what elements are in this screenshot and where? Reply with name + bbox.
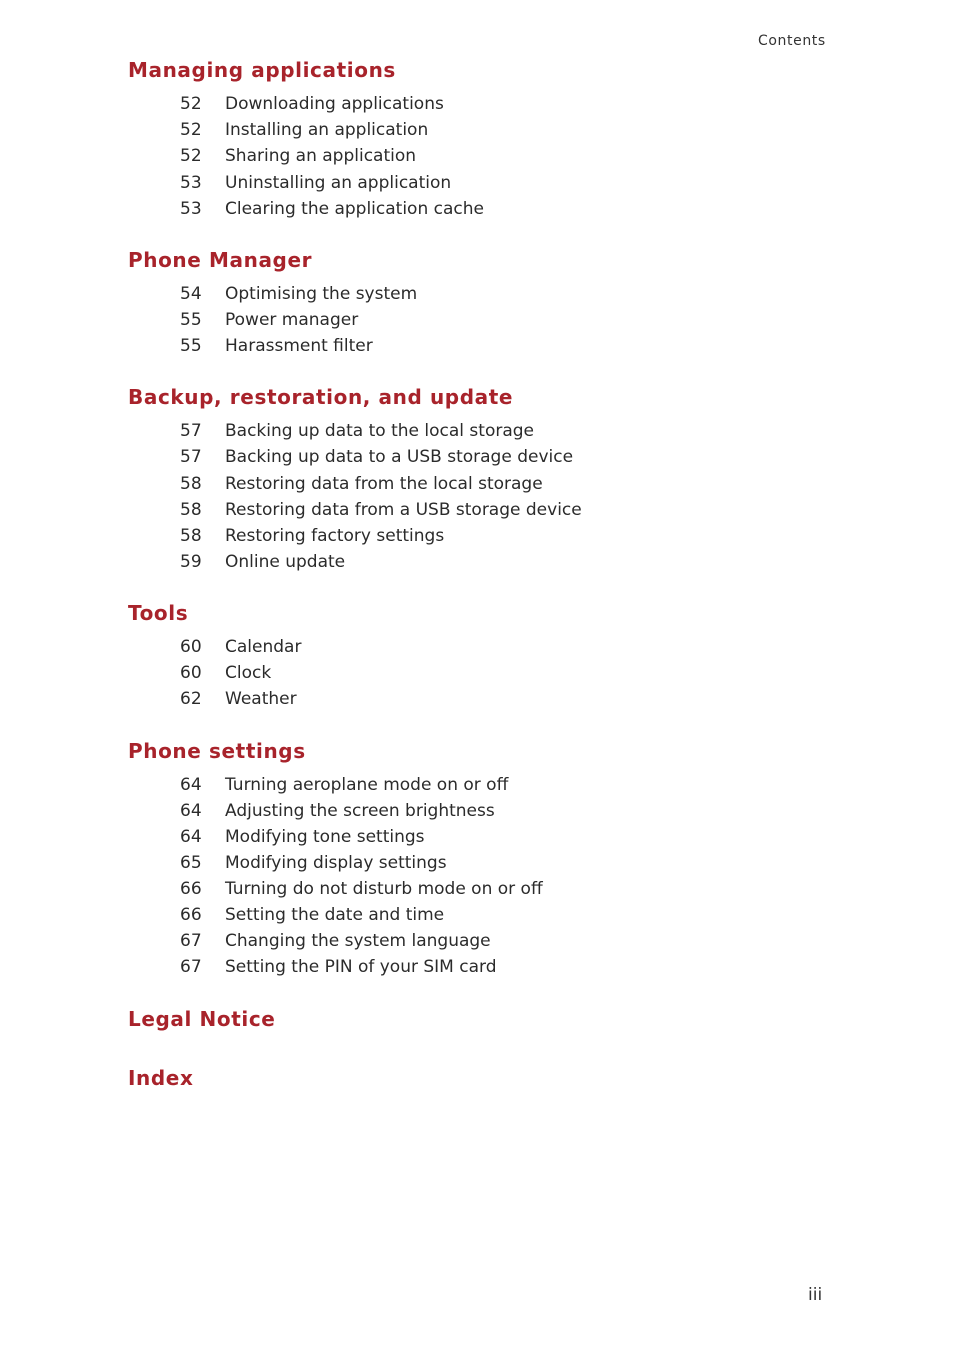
toc-entry-text: Modifying tone settings [225, 827, 425, 847]
toc-entry-page: 57 [180, 421, 202, 441]
toc-entry-text: Modifying display settings [225, 853, 447, 873]
toc-entry-page: 64 [180, 827, 202, 847]
toc-entry-text: Weather [225, 689, 297, 709]
toc-entry-page: 60 [180, 637, 202, 657]
toc-entry-page: 52 [180, 94, 202, 114]
toc-entry-page: 64 [180, 801, 202, 821]
toc-entry-page: 59 [180, 552, 202, 572]
toc-entry-text: Restoring data from a USB storage device [225, 500, 582, 520]
toc-entry-page: 58 [180, 474, 202, 494]
toc-entry-text: Restoring data from the local storage [225, 474, 543, 494]
toc-entry-text: Changing the system language [225, 931, 491, 951]
toc-entry-text: Backing up data to the local storage [225, 421, 534, 441]
toc-entry-text: Clearing the application cache [225, 199, 484, 219]
section-title-managing-applications[interactable]: Managing applications [128, 58, 396, 82]
toc-entry-page: 66 [180, 879, 202, 899]
toc-entry-text: Power manager [225, 310, 359, 330]
section-title-tools[interactable]: Tools [128, 601, 189, 625]
toc-entry-text: Adjusting the screen brightness [225, 801, 495, 821]
toc-entry-page: 53 [180, 199, 202, 219]
section-title-backup-restoration-update[interactable]: Backup, restoration, and update [128, 385, 514, 409]
toc-entry-text: Clock [225, 663, 272, 683]
toc-entry-page: 66 [180, 905, 202, 925]
toc-entry-text: Harassment filter [225, 336, 373, 356]
toc-entry-page: 52 [180, 146, 202, 166]
toc-entry-text: Backing up data to a USB storage device [225, 447, 574, 467]
page-number: iii [808, 1285, 823, 1305]
toc-entry-text: Sharing an application [225, 146, 417, 166]
toc-entry-page: 52 [180, 120, 202, 140]
section-title-phone-settings[interactable]: Phone settings [128, 739, 306, 763]
toc-entry-text: Calendar [225, 637, 302, 657]
toc-entry-page: 58 [180, 500, 202, 520]
section-title-legal-notice[interactable]: Legal Notice [128, 1007, 276, 1031]
toc-entry-text: Turning aeroplane mode on or off [225, 775, 509, 795]
toc-entry-page: 58 [180, 526, 202, 546]
running-header: Contents [758, 33, 826, 49]
toc-entry-page: 67 [180, 931, 202, 951]
toc-entry-page: 55 [180, 336, 202, 356]
section-title-index[interactable]: Index [128, 1066, 194, 1090]
toc-entry-page: 67 [180, 957, 202, 977]
toc-entry-page: 57 [180, 447, 202, 467]
toc-entry-text: Installing an application [225, 120, 429, 140]
toc-entry-page: 53 [180, 173, 202, 193]
toc-entry-text: Uninstalling an application [225, 173, 452, 193]
toc-entry-text: Setting the date and time [225, 905, 445, 925]
toc-entry-page: 62 [180, 689, 202, 709]
toc-entry-page: 65 [180, 853, 202, 873]
toc-entry-text: Restoring factory settings [225, 526, 445, 546]
toc-entry-text: Downloading applications [225, 94, 444, 114]
toc-entry-text: Turning do not disturb mode on or off [225, 879, 543, 899]
toc-entry-page: 60 [180, 663, 202, 683]
toc-entry-text: Optimising the system [225, 284, 418, 304]
toc-entry-text: Setting the PIN of your SIM card [225, 957, 497, 977]
section-title-phone-manager[interactable]: Phone Manager [128, 248, 313, 272]
toc-entry-page: 64 [180, 775, 202, 795]
toc-entry-page: 54 [180, 284, 202, 304]
toc-entry-text: Online update [225, 552, 346, 572]
toc-entry-page: 55 [180, 310, 202, 330]
